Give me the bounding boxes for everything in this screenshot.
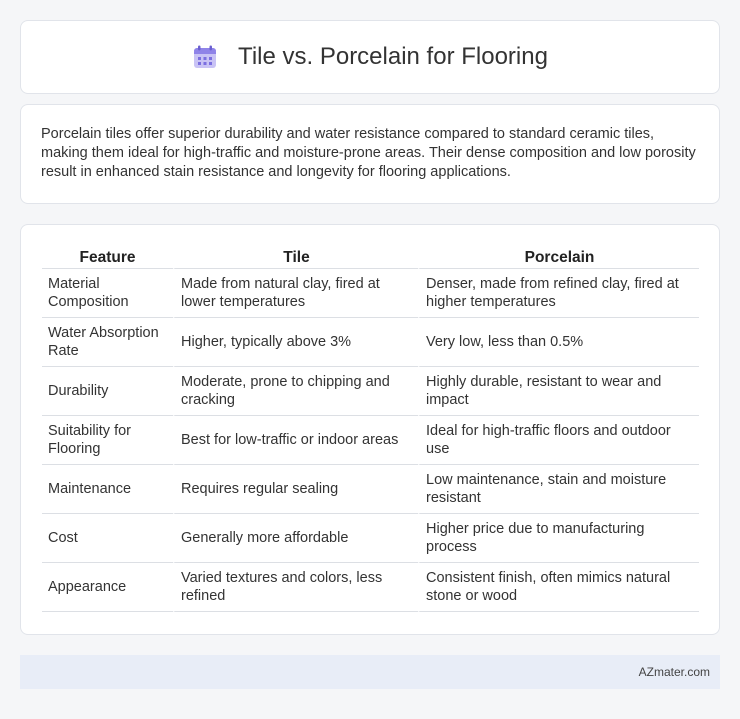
tile-cell: Generally more affordable (173, 514, 418, 563)
porcelain-cell: Highly durable, resistant to wear and impact (418, 367, 699, 416)
intro-text: Porcelain tiles offer superior durability and water resistance compared to standard ceramic tiles, making them ideal for high-traffic and moisture-prone areas. Their dense composition and low porosity result in enhanced stain resistance and longevity for flooring applications. (41, 126, 696, 180)
header-porcelain: Porcelain (418, 247, 699, 269)
table-row (42, 269, 699, 318)
feature-cell: Durability (42, 367, 173, 416)
comparison-table (42, 247, 699, 612)
calendar-icon (192, 44, 218, 70)
footer (20, 655, 720, 689)
feature-cell: Suitability for Flooring (42, 416, 173, 465)
header-tile: Tile (173, 247, 418, 269)
tile-cell: Higher, typically above 3% (173, 318, 418, 367)
tile-cell: Moderate, prone to chipping and cracking (173, 367, 418, 416)
table-row (42, 318, 699, 367)
table-row (42, 514, 699, 563)
table-row (42, 416, 699, 465)
porcelain-cell: Higher price due to manufacturing process (418, 514, 699, 563)
intro-card (20, 104, 720, 204)
porcelain-cell: Consistent finish, often mimics natural stone or wood (418, 563, 699, 612)
feature-cell: Cost (42, 514, 173, 563)
porcelain-cell: Ideal for high-traffic floors and outdoor use (418, 416, 699, 465)
comparison-table-card (20, 224, 720, 635)
feature-cell: Material Composition (42, 269, 173, 318)
table-row (42, 563, 699, 612)
table-header-row (42, 247, 699, 269)
table-row (42, 465, 699, 514)
table-row (42, 367, 699, 416)
page-title: Tile vs. Porcelain for Flooring (238, 43, 548, 70)
title-card (20, 20, 720, 94)
feature-cell: Water Absorption Rate (42, 318, 173, 367)
tile-cell: Made from natural clay, fired at lower temperatures (173, 269, 418, 318)
porcelain-cell: Denser, made from refined clay, fired at higher temperatures (418, 269, 699, 318)
porcelain-cell: Low maintenance, stain and moisture resistant (418, 465, 699, 514)
footer-site-label: AZmater.com (638, 665, 710, 679)
tile-cell: Requires regular sealing (173, 465, 418, 514)
porcelain-cell: Very low, less than 0.5% (418, 318, 699, 367)
header-feature: Feature (42, 247, 173, 269)
feature-cell: Maintenance (42, 465, 173, 514)
feature-cell: Appearance (42, 563, 173, 612)
tile-cell: Varied textures and colors, less refined (173, 563, 418, 612)
tile-cell: Best for low-traffic or indoor areas (173, 416, 418, 465)
